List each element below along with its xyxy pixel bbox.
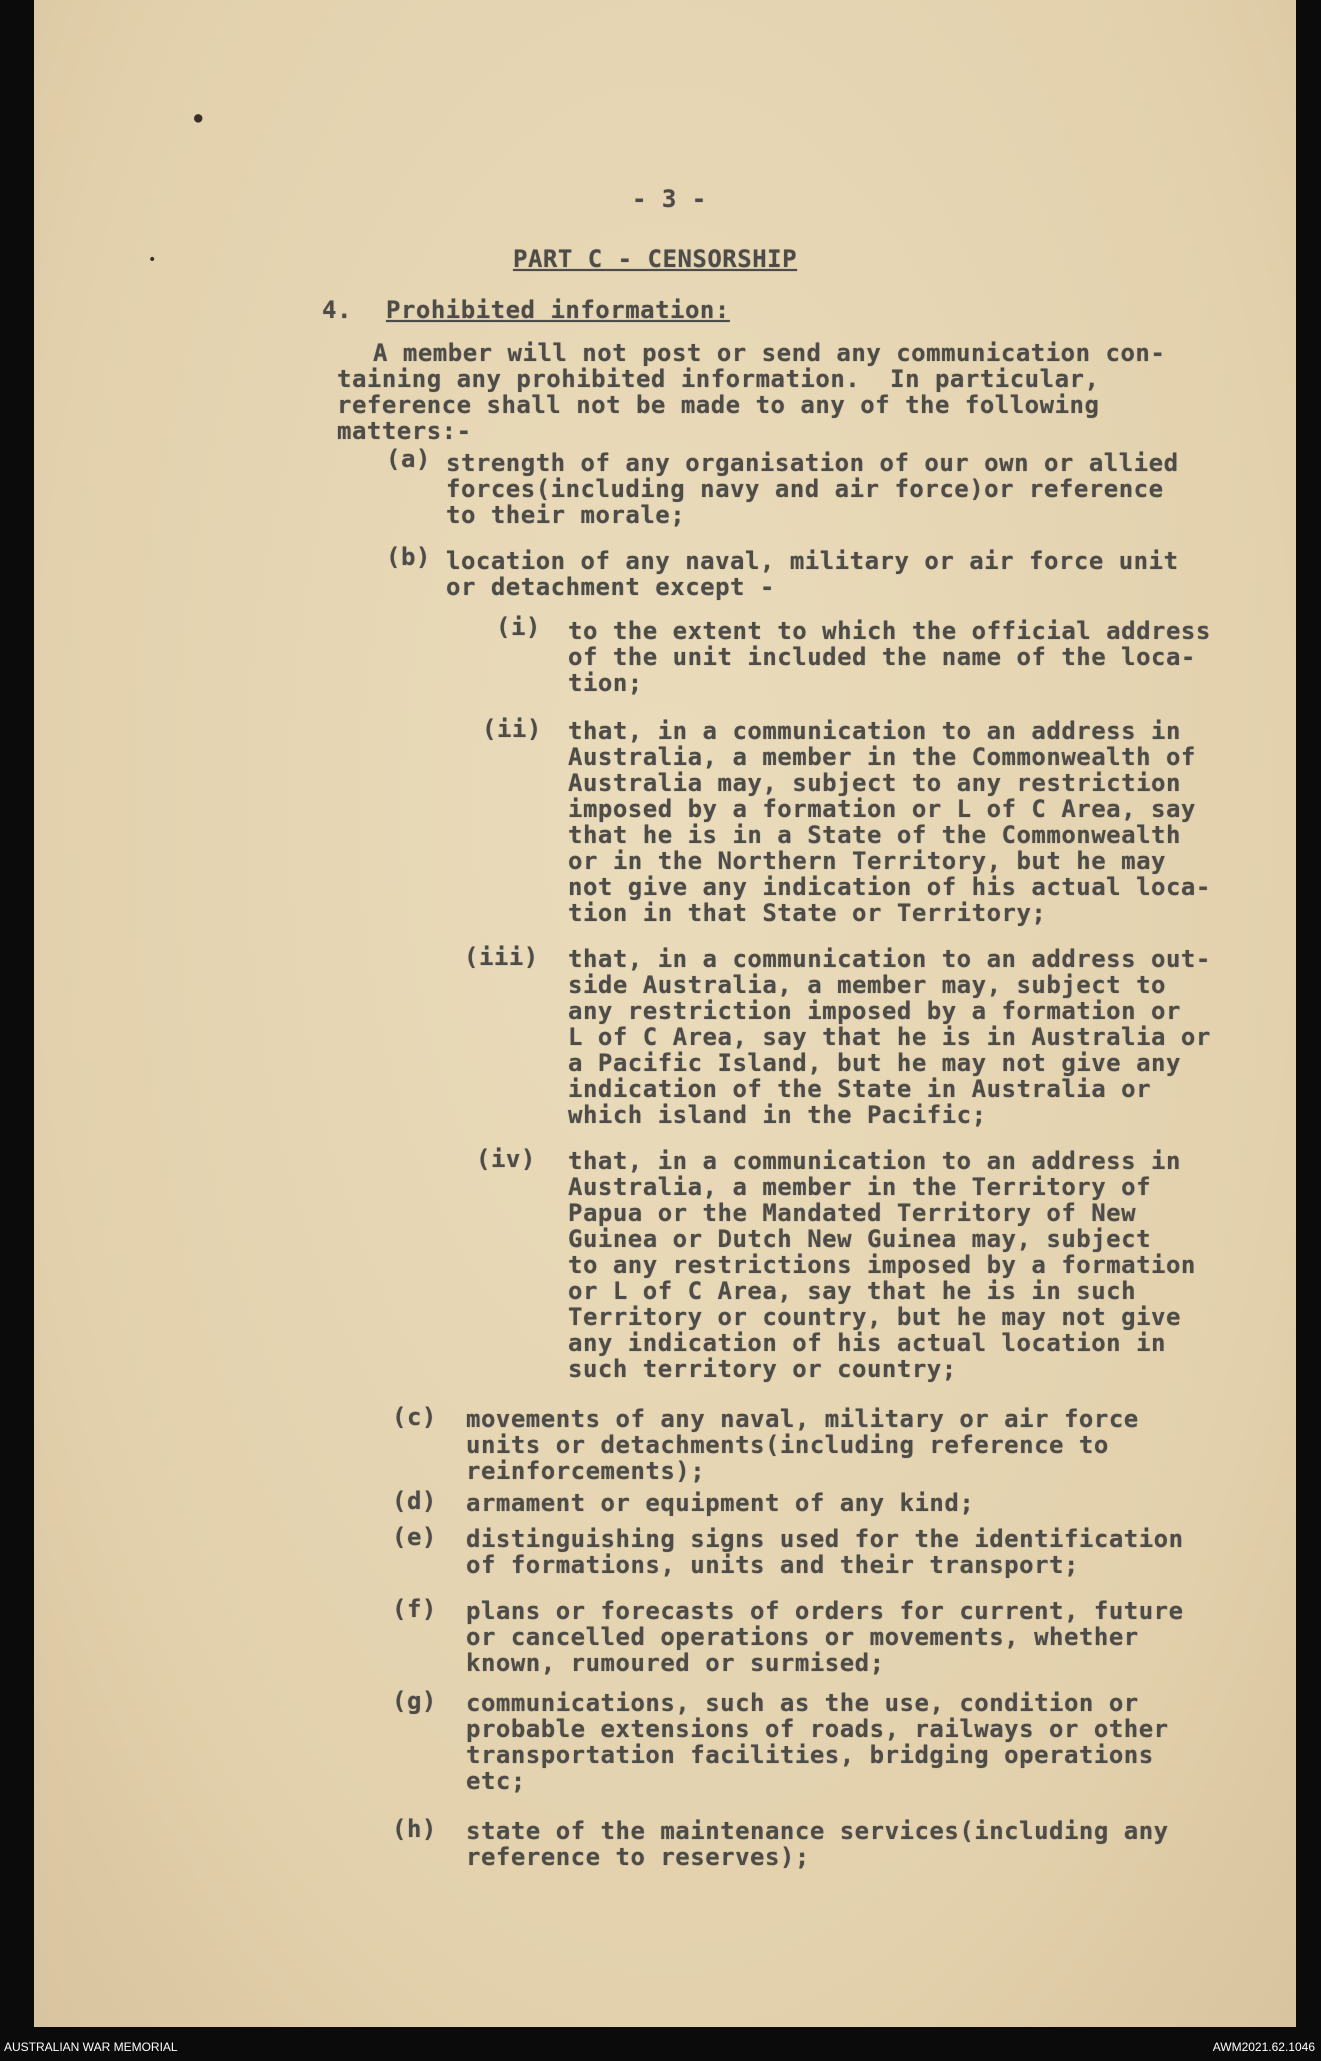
footer-institution: AUSTRALIAN WAR MEMORIAL [4,2040,178,2054]
item-line: units or detachments(including reference to [466,1431,1109,1459]
intro-line: A member will not post or send any communication con- [373,339,1166,367]
intro-line: taining any prohibited information. In particular, [337,365,1100,393]
item-label: (h) [392,1815,437,1843]
item-line: forces(including navy and air force)or reference [446,475,1164,503]
sub-item-line: a Pacific Island, but he may not give any [568,1049,1181,1077]
item-line: probable extensions of roads, railways or other [466,1715,1169,1743]
sub-item-line: or L of C Area, say that he is in such [568,1277,1137,1305]
item-label: (g) [392,1687,437,1715]
item-line: state of the maintenance services(including any [466,1817,1169,1845]
sub-item-line: L of C Area, say that he is in Australia or [568,1023,1211,1051]
sub-item-line: Australia, a member in the Territory of [568,1173,1152,1201]
sub-item-line: that, in a communication to an address in [568,717,1181,745]
sub-item-line: such territory or country; [568,1355,957,1383]
item-line: transportation facilities, bridging operations [466,1741,1154,1769]
sub-item-line: Australia may, subject to any restriction [568,769,1181,797]
intro-line: matters:- [337,417,472,445]
sub-item-line: Territory or country, but he may not give [568,1303,1181,1331]
sub-item-label: (iv) [476,1145,536,1173]
sub-item-label: (ii) [482,715,542,743]
item-label: (f) [392,1595,437,1623]
sub-item-line: tion; [568,669,643,697]
item-line: communications, such as the use, condition or [466,1689,1139,1717]
item-line: armament or equipment of any kind; [466,1489,975,1517]
sub-item-line: of the unit included the name of the loca- [568,643,1196,671]
item-line: etc; [466,1767,526,1795]
intro-line: reference shall not be made to any of the following [337,391,1100,419]
sub-item-line: Papua or the Mandated Territory of New [568,1199,1137,1227]
sub-item-label: (i) [496,613,541,641]
section-title: Prohibited information: [386,296,730,324]
sub-item-line: any indication of his actual location in [568,1329,1166,1357]
sub-item-line: to any restrictions imposed by a formation [568,1251,1196,1279]
item-line: reinforcements); [466,1457,706,1485]
sub-item-line: any restriction imposed by a formation or [568,997,1181,1025]
item-line: strength of any organisation of our own or allied [446,449,1179,477]
item-label: (c) [392,1403,437,1431]
sub-item-line: side Australia, a member may, subject to [568,971,1166,999]
part-heading: PART C - CENSORSHIP [513,245,798,273]
item-line: to their morale; [446,501,686,529]
sub-item-line: Guinea or Dutch New Guinea may, subject [568,1225,1152,1253]
item-label: (b) [386,543,431,571]
sub-item-line: to the extent to which the official address [568,617,1211,645]
sub-item-label: (iii) [464,943,539,971]
item-label: (a) [386,445,431,473]
sub-item-line: Australia, a member in the Commonwealth of [568,743,1196,771]
sub-item-line: imposed by a formation or L of C Area, say [568,795,1196,823]
sub-item-line: tion in that State or Territory; [568,899,1047,927]
item-line: known, rumoured or surmised; [466,1649,885,1677]
item-line: plans or forecasts of orders for current, future [466,1597,1184,1625]
section-number: 4. [322,296,352,324]
sub-item-line: or in the Northern Territory, but he may [568,847,1166,875]
item-line: or detachment except - [446,573,775,601]
item-line: reference to reserves); [466,1843,810,1871]
item-label: (e) [392,1523,437,1551]
item-line: or cancelled operations or movements, whether [466,1623,1139,1651]
sub-item-line: indication of the State in Australia or [568,1075,1152,1103]
item-line: of formations, units and their transport; [466,1551,1079,1579]
sub-item-line: that he is in a State of the Commonwealth [568,821,1181,849]
item-line: location of any naval, military or air force unit [446,547,1179,575]
sub-item-line: that, in a communication to an address out- [568,945,1211,973]
item-line: distinguishing signs used for the identification [466,1525,1184,1553]
ink-speck: • [148,252,157,268]
sub-item-line: that, in a communication to an address in [568,1147,1181,1175]
sub-item-line: not give any indication of his actual loca- [568,873,1211,901]
punch-mark: ● [194,110,203,126]
footer-accession-number: AWM2021.62.1046 [1212,2040,1315,2054]
item-label: (d) [392,1487,437,1515]
sub-item-line: which island in the Pacific; [568,1101,987,1129]
item-line: movements of any naval, military or air force [466,1405,1139,1433]
page-number: - 3 - [632,185,707,213]
